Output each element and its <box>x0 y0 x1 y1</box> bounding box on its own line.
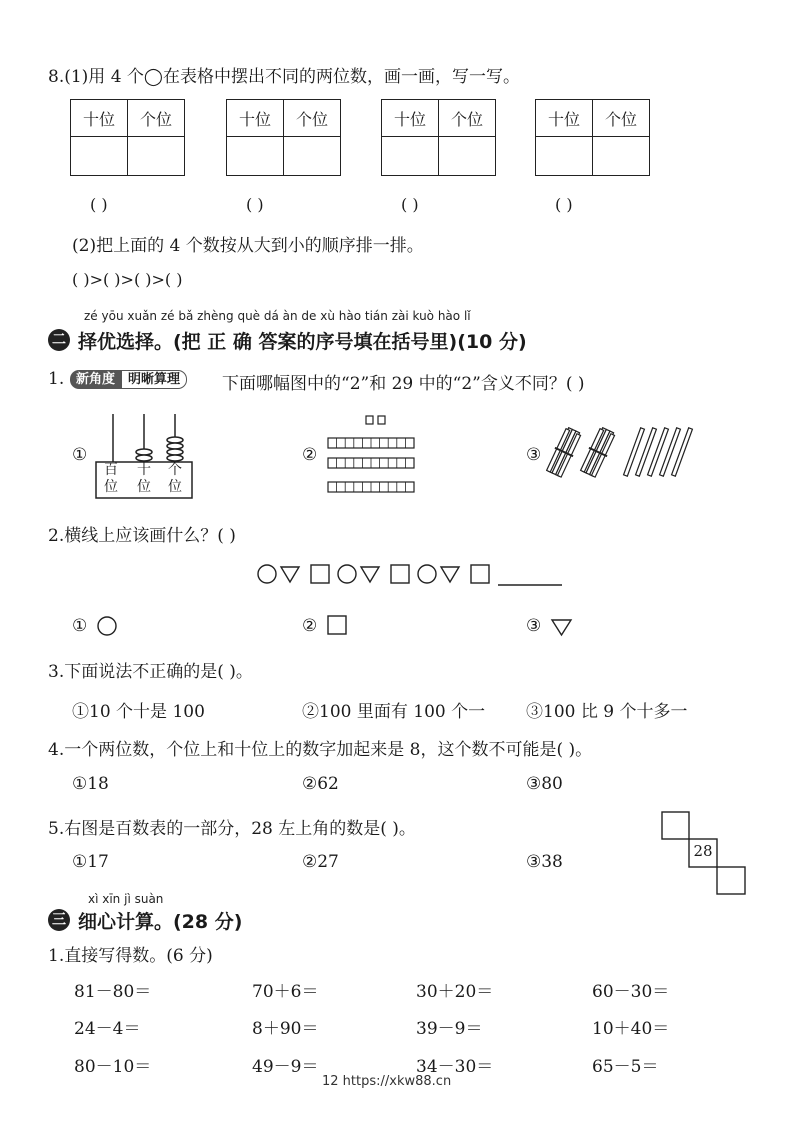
calc-item[interactable]: 34－30＝ <box>416 1057 494 1077</box>
tens-header: 十位 <box>382 100 439 137</box>
calc-item[interactable]: 70＋6＝ <box>252 982 319 1002</box>
q3-option-2[interactable]: ②100 里面有 100 个一 <box>302 702 486 722</box>
circle-shape-icon <box>96 615 120 637</box>
q5-option-2[interactable]: ②27 <box>302 852 339 872</box>
answer-blank-2[interactable]: ( ) <box>246 195 264 214</box>
sec3-q1: 1.直接写得数。(6 分) <box>48 946 213 966</box>
q4-text: 4.一个两位数，个位上和十位上的数字加起来是 8，这个数不可能是( )。 <box>48 740 593 760</box>
q1-option-2-label[interactable]: ② <box>302 445 318 465</box>
place-value-table-3 <box>381 99 496 176</box>
q1-number: 1. <box>48 369 65 389</box>
q3-option-1[interactable]: ①10 个十是 100 <box>72 702 205 722</box>
shape-sequence <box>256 563 566 587</box>
sec3-pinyin: xì xīn jì suàn <box>88 892 164 906</box>
calc-item[interactable]: 30＋20＝ <box>416 982 494 1002</box>
calc-item[interactable]: 10＋40＝ <box>592 1019 670 1039</box>
abacus-label-tens: 十位 <box>137 462 151 495</box>
answer-blank-3[interactable]: ( ) <box>401 195 419 214</box>
ones-cell[interactable] <box>128 137 185 176</box>
order-line[interactable]: ( )>( )>( )>( ) <box>72 270 183 289</box>
calc-item[interactable]: 8＋90＝ <box>252 1019 319 1039</box>
tens-header: 十位 <box>536 100 593 137</box>
base-ten-blocks-figure <box>326 412 418 496</box>
sec3-title: 细心计算。(28 分) <box>78 911 243 933</box>
q2-option-2[interactable]: ② <box>302 616 318 636</box>
calc-item[interactable]: 65－5＝ <box>592 1057 659 1077</box>
tens-header: 十位 <box>71 100 128 137</box>
q4-option-3[interactable]: ③80 <box>526 774 563 794</box>
tens-cell[interactable] <box>536 137 593 176</box>
q2-text: 2.横线上应该画什么？( ) <box>48 526 236 546</box>
calc-item[interactable]: 24－4＝ <box>74 1019 141 1039</box>
q5-option-1[interactable]: ①17 <box>72 852 109 872</box>
answer-blank-1[interactable]: ( ) <box>90 195 108 214</box>
q1-option-1-label[interactable]: ① <box>72 445 88 465</box>
place-value-table-1 <box>70 99 185 176</box>
q3-option-3[interactable]: ③100 比 9 个十多一 <box>526 702 688 722</box>
square-shape-icon <box>326 614 350 636</box>
calc-item[interactable]: 80－10＝ <box>74 1057 152 1077</box>
q8-part1: 8.(1)用 4 个◯在表格中摆出不同的两位数，画一画，写一写。 <box>48 67 520 87</box>
place-value-table-4 <box>535 99 650 176</box>
sec2-pinyin: zé yōu xuǎn zé bǎ zhèng què dá àn de xù hào tián zài kuò hào lǐ <box>84 309 471 323</box>
ones-cell[interactable] <box>593 137 650 176</box>
answer-blank-4[interactable]: ( ) <box>555 195 573 214</box>
section-badge: 三 <box>48 909 70 931</box>
q4-option-1[interactable]: ①18 <box>72 774 109 794</box>
ones-header: 个位 <box>128 100 185 137</box>
triangle-shape-icon <box>550 616 574 638</box>
abacus-label-hundreds: 百位 <box>104 462 118 495</box>
q3-text: 3.下面说法不正确的是( )。 <box>48 662 253 682</box>
q2-option-1[interactable]: ① <box>72 616 88 636</box>
calc-item[interactable]: 60－30＝ <box>592 982 670 1002</box>
calc-item[interactable]: 39－9＝ <box>416 1019 483 1039</box>
ones-cell[interactable] <box>284 137 341 176</box>
tens-cell[interactable] <box>227 137 284 176</box>
clear-reasoning-tag: 明晰算理 <box>121 370 187 389</box>
calc-item[interactable]: 49－9＝ <box>252 1057 319 1077</box>
tens-header: 十位 <box>227 100 284 137</box>
ones-cell[interactable] <box>439 137 496 176</box>
abacus-label-ones: 个位 <box>168 462 182 495</box>
q1-tags <box>70 368 187 387</box>
place-value-table-2 <box>226 99 341 176</box>
ones-header: 个位 <box>439 100 496 137</box>
tens-cell[interactable] <box>382 137 439 176</box>
q1-text: 下面哪幅图中的“2”和 29 中的“2”含义不同？( ) <box>222 374 585 394</box>
q1-option-3-label[interactable]: ③ <box>526 445 542 465</box>
q8-part2: (2)把上面的 4 个数按从大到小的顺序排一排。 <box>72 236 424 256</box>
q4-option-2[interactable]: ②62 <box>302 774 339 794</box>
ones-header: 个位 <box>284 100 341 137</box>
sec2-title: 择优选择。(把 正 确 答案的序号填在括号里)(10 分) <box>78 331 527 353</box>
bundled-sticks-figure <box>546 422 696 482</box>
tens-cell[interactable] <box>71 137 128 176</box>
ones-header: 个位 <box>593 100 650 137</box>
section-badge: 二 <box>48 329 70 351</box>
page-footer: 12 https://xkw88.cn <box>322 1074 452 1089</box>
q5-option-3[interactable]: ③38 <box>526 852 563 872</box>
q2-option-3[interactable]: ③ <box>526 616 542 636</box>
calc-item[interactable]: 81－80＝ <box>74 982 152 1002</box>
hundred-chart-cell-28: 28 <box>693 842 713 860</box>
q5-text: 5.右图是百数表的一部分，28 左上角的数是( )。 <box>48 819 416 839</box>
new-angle-tag: 新角度 <box>70 370 121 389</box>
